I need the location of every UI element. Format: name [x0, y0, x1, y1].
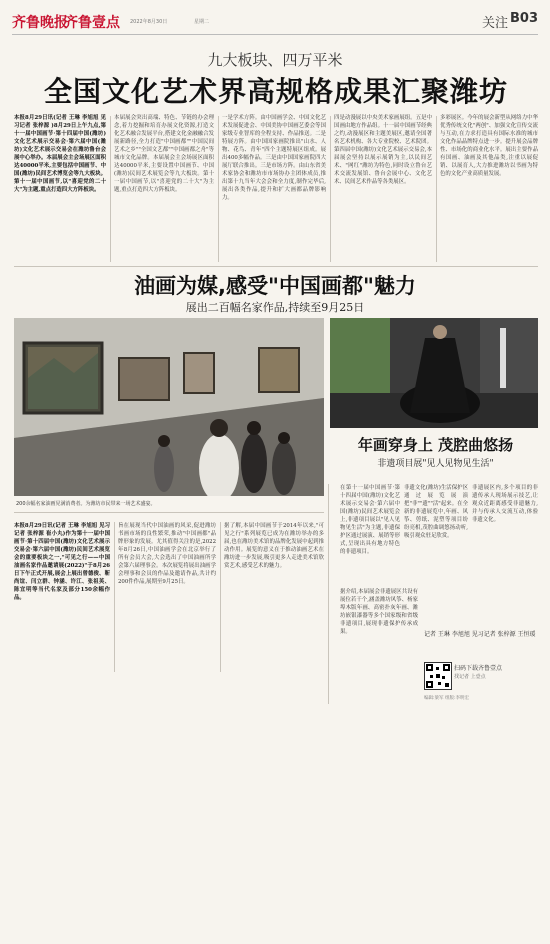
article3-column-1: 在第十一届中国画节·第十四届中国(潍坊)文化艺术展示交易会·第六届中国(潍坊)民间艺术展览会上,非遗项目展以"见人见物见生活"为主题,非遗保护区通过展演、展销等形式,呈现出具有地方特色的非遗项目。 — [340, 485, 400, 555]
column-rule — [220, 522, 221, 672]
article2-headline: 油画为媒,感受"中国画都"魅力 — [134, 274, 416, 298]
column-rule — [436, 116, 437, 262]
column-rule — [110, 116, 111, 262]
gallery-photo — [14, 318, 324, 496]
editor-credit: 编辑:梁军 组版:李明宏 — [424, 696, 469, 701]
article2-column-2: 旨在展现当代中国油画的风采,促进潍坊书画市场的良性繁荣,推动"中国画都"品牌形象的发展。尤其值得关注的是,2022年8月26日,中国油画学会在北京举行了所有会员大会,大会选出了中国油画所学会第六届理事会。本次展览将展出油画学会理事和会员的作品及邀请作品,共计约200件作品,展期至9月25日。 — [118, 523, 216, 585]
issue-date: 2022年8月30日 — [130, 19, 168, 25]
article1-column-3: 一是学术方阵。由中国画学会、中国文化艺术发展促进会、中国美协中国画艺委会等国家级专业智库的全程支持、作品推送。二是特展方阵。由中国国家画院推出"山水、人物、花鸟、青年"四个主题特展区组成。展出400多幅作品。三是由中国国家画院四大展厅联合推出。三是市场方阵。由山东省美术家协会和潍坊市市场协办主团体成员,推出第十九当年大会会和全力度,制作完毕后,展出各类作品,提升和扩大画都品牌影响力。 — [222, 115, 326, 201]
article1-headline: 全国文化艺术界高规格成果汇聚潍坊 — [43, 75, 508, 108]
column-rule — [328, 484, 329, 704]
column-rule — [330, 116, 331, 262]
column-rule — [218, 116, 219, 262]
article1-column-2: 本届展会突出高端、特色、节链的办会理念,着力挖掘和培育办展文化资源,打造文化艺术融合发展平台,搭建文化金融融合发展新路径,全力打造"中国画都""中国民间艺术之乡""全国文艺都""中国画都之舟"等城市文化品牌。本届展会主会场展区面积达40000平米,主要设置中国画节、中国(潍坊)民间艺术展览会等九大板块。第十一届中国画节,以"喜迎党的二十大"为主题,重点打造四大方阵板块。 — [114, 115, 214, 193]
gallery-photo-caption: 200余幅名家油画见满消费者。为潍坊市民带来一场艺术盛宴。 — [16, 501, 156, 507]
article2-subhead: 展出二百幅名家作品,持续至9月25日 — [185, 301, 365, 314]
section-name: 关注 — [481, 16, 508, 31]
page-number: B03 — [510, 11, 538, 26]
section-divider — [14, 512, 324, 513]
article3-byline: 记者 王琳 李旭旭 见习记者 张梓源 王恒瑗 — [424, 631, 536, 638]
article3-headline: 年画穿身上 茂腔曲悠扬 — [357, 436, 514, 454]
qr-caption: 扫码下载齐鲁壹点 找记者 上壹点 — [454, 665, 503, 680]
masthead — [12, 10, 538, 35]
article1-column-1: 本报8月29日讯(记者 王琳 李旭旭 见习记者 张梓源 )8月29日上午九点,第十一届中国画节·第十四届中国(潍坊)文化艺术展示交易会·第六届中国(潍坊)文化艺术展示交易会在潍坊鲁台会展中心举办。本届展会主会场展区面积达40000平米,主要包括中国画节、中国(潍坊)民间艺术博览会等九大板块。第十一届中国画节,以"喜迎党的二十大"为主题,重点打造四大方阵板块。 — [14, 115, 106, 193]
article1-kicker: 九大板块、四万平米 — [207, 51, 343, 69]
article1-column-4: 四是动漫展以中央美术家画展组。五是中国画由地方作品组。十一届中国画节经典之约,动漫展区和主题美展区,邀请全国著名艺术机构、各大专业院校、艺术院团。第四届中国(潍坊)文化艺术展示交易会,本届展会坚持以展示展销为主,以民间艺术、"网红"潍坊为特色,同时设立鲁台艺术交流发展馆、鲁台会展中心、文化艺术、民间艺术作品等各类展区。 — [334, 115, 432, 185]
brand-logo: 齐鲁晚报 — [12, 15, 68, 31]
fashion-show-photo — [330, 318, 538, 428]
article2-column-1: 本报8月29日讯(记者 王琳 李旭旭 见习记者 张梓源 崔小丸)作为第十一届中国画节·第十四届中国(潍坊)文化艺术展示交易会·第六届中国(潍坊)民间艺术展览会的重要板块之一,"可见之行——中国油画名家作品邀请展(2022)"于8月26日下午正式开展,展会上展出曾德俊、靳尚谊、闫立群、钟涵、许江、张祖英、陈宜明等当代名家及部分150余幅作品。 — [14, 523, 110, 601]
column-rule — [114, 522, 115, 672]
issue-weekday: 星期二 — [194, 19, 210, 25]
article3-column-2: 非遗文化(潍坊)生活保护区通过展览展演把"非""遗""活"起来。在全新的非遗展览中,年画、风筝、剪纸、泥塑等项目纷纷亮相,茂腔曲调悠扬动听,吸引观众驻足欣赏。 — [404, 485, 468, 539]
article3-subhead: 非遗项目展"见人见物见生活" — [377, 459, 494, 469]
section-divider — [14, 266, 538, 267]
article1-column-5: 多彩展区。今年的展会新型从网络力中华优秀传统文化"两创"、加强文化宣传交流与互动,在力求打造具有国际水准的城市文化作品品牌特点进一步。提升展会品牌性、市场化的商业化水平。展出主要作品有国画、油画及其他品类,注重以展促销、以展育人,大力推进潍坊以书画为特色的文化产业高质量发展。 — [440, 115, 538, 177]
article3-column-3: 非遗展区内,多个项目的非遗传承人现场展示技艺,让观众近距离感受非遗魅力,并与传承人交流互动,体验非遗文化。 — [472, 485, 538, 523]
article3-column-4: 据介绍,本届展会非遗展区共设有展位若干个,涵盖潍坊风筝、杨家埠木版年画、高密扑灰年画、潍坊嵌银漆器等多个国家级和省级非遗项目,展现非遗保护传承成果。 — [340, 589, 418, 635]
qr-code-icon[interactable] — [424, 662, 452, 690]
article2-column-3: 据了解,本届中国画节于2014年以来,"可见之行"系列展览已成为在潍坊举办的多届,也在潍坊美术馆的品牌化发展中起到推动作用。展览的意义在于推动油画艺术在潍坊进一步发展,吸引更多人走进美术馆欣赏艺术,感受艺术的魅力。 — [224, 523, 324, 569]
brand-logo-2: 齐鲁壹点 — [64, 15, 120, 31]
